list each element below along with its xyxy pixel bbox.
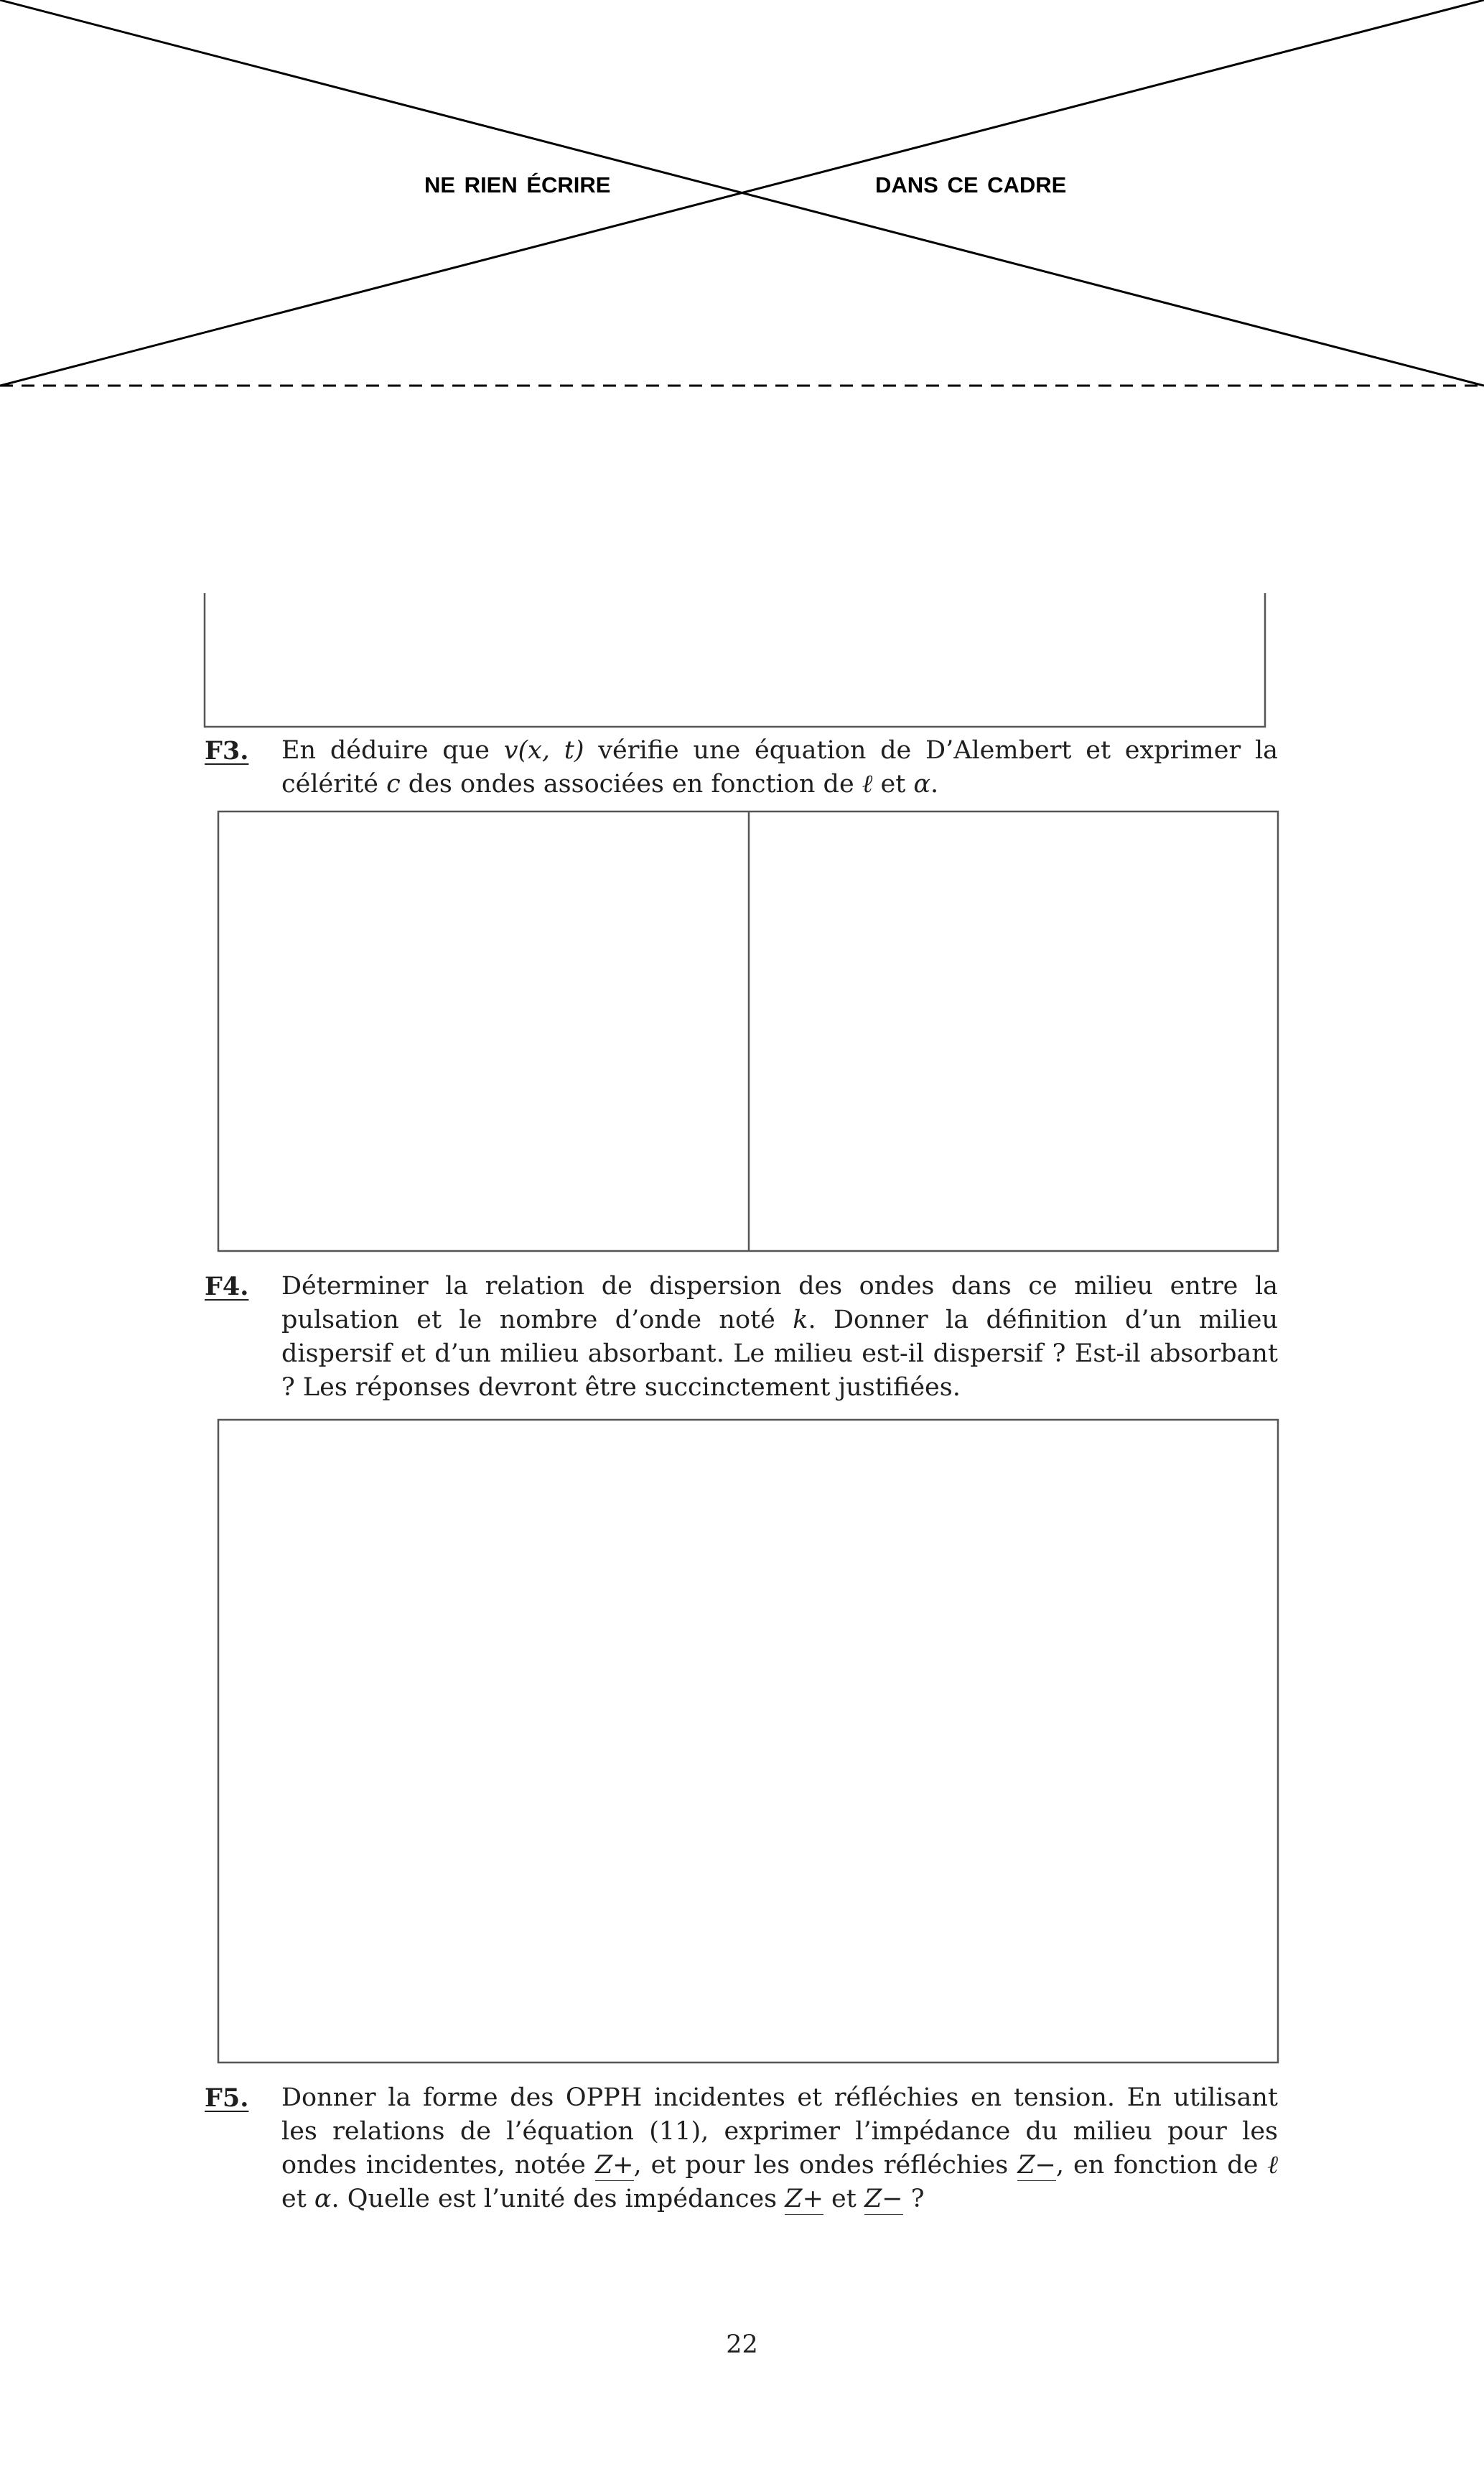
text-segment: Déterminer la relation de dispersion des ondes dans ce milieu entre la pulsation et le nombre d’onde noté bbox=[281, 1272, 1278, 1334]
answer-box-f2-bottom bbox=[205, 593, 1265, 727]
header-right-text: DANS CE CADRE bbox=[875, 172, 1067, 197]
math-c: c bbox=[386, 770, 401, 799]
text-segment: ? bbox=[902, 2185, 925, 2213]
text-segment: vérifie une équation de D’Alembert et exprimer la célérité bbox=[281, 736, 1279, 799]
question-text bbox=[281, 734, 1278, 801]
text-segment: En déduire que bbox=[281, 736, 504, 765]
text-segment: et bbox=[823, 2185, 864, 2213]
math-v: v(x, t) bbox=[503, 736, 584, 765]
math-z-minus: Z− bbox=[1017, 2151, 1056, 2180]
text-segment: et bbox=[872, 770, 914, 799]
math-z-plus: Z+ bbox=[594, 2151, 634, 2180]
math-z-plus: Z+ bbox=[785, 2185, 823, 2213]
math-ell: ℓ bbox=[862, 770, 873, 799]
text-segment: . bbox=[930, 770, 939, 799]
question-number: F3. bbox=[205, 736, 249, 766]
math-ell: ℓ bbox=[1267, 2151, 1279, 2180]
text-segment: des ondes associées en fonction de bbox=[400, 770, 862, 799]
answer-box-f4 bbox=[218, 1420, 1278, 2063]
question-text bbox=[281, 1270, 1278, 1405]
math-alpha: α bbox=[314, 2185, 332, 2213]
text-segment: et bbox=[281, 2185, 314, 2213]
page-number: 22 bbox=[726, 2330, 758, 2359]
math-alpha: α bbox=[913, 770, 931, 799]
text-segment: , en fonction de bbox=[1055, 2151, 1268, 2180]
math-k: k bbox=[793, 1306, 808, 1334]
question-number: F5. bbox=[205, 2083, 249, 2113]
header-left-text: NE RIEN ÉCRIRE bbox=[424, 172, 611, 197]
text-segment: . Donner la définition d’un milieu dispersif et d’un milieu absorbant. Le milieu est-il dispersif ? Est-il absorbant ? Les réponses devront être succinctement justifiées. bbox=[281, 1306, 1278, 1402]
text-segment: , et pour les ondes réfléchies bbox=[633, 2151, 1018, 2180]
question-text bbox=[281, 2081, 1278, 2216]
text-segment: Donner la forme des OPPH incidentes et réfléchies en tension. En utilisant les relations de l’équation (11), exprimer l’impédance du milieu pour les ondes incidentes, notée bbox=[281, 2083, 1278, 2180]
math-z-minus: Z− bbox=[864, 2185, 903, 2213]
text-segment: . Quelle est l’unité des impédances bbox=[331, 2185, 785, 2213]
question-number: F4. bbox=[205, 1272, 249, 1301]
